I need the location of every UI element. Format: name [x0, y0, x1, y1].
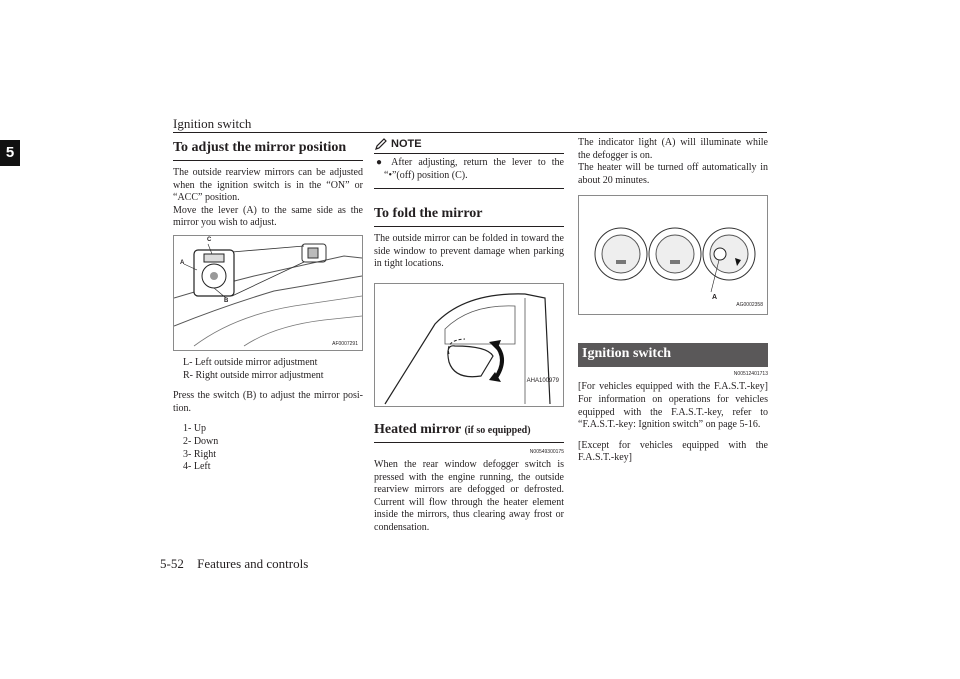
bullet-icon: ●: [376, 157, 392, 168]
list-item: 4- Left: [183, 461, 211, 473]
section-heading-ignition-switch: Ignition switch: [578, 343, 768, 367]
pencil-icon: [374, 137, 388, 151]
section-heading-heated-mirror: Heated mirror (if so equipped): [374, 419, 564, 443]
mirror-switch-illustration: [174, 236, 362, 350]
section-heading-adjust-mirror: To adjust the mirror position: [173, 137, 363, 161]
paragraph: Move the lever (A) to the same side as the mirror you wish to adjust.: [173, 204, 363, 229]
fold-mirror-figure: [374, 283, 564, 407]
figure-code: AF0007291: [332, 340, 358, 347]
header-rule: [173, 132, 767, 133]
list-item: 2- Down: [183, 435, 219, 447]
page-number: 5-52: [160, 556, 184, 571]
column-2: [374, 137, 564, 535]
climate-dials-illustration: [579, 196, 767, 314]
list-item: R- Right outside mirror adjustment: [183, 369, 324, 381]
paragraph: Press the switch (B) to adjust the mirror posi-tion.: [173, 390, 363, 414]
paragraph: [For vehicles equipped with the F.A.S.T.-key] For information on operations for vehicles equipped with the F.A.S.T.-key, refer to “F.A.S.T.-key: Ignition switch” on page 5-16.: [578, 381, 768, 431]
callout-a: A: [180, 259, 185, 266]
chapter-tab: 5: [0, 140, 20, 166]
list-item: 3- Right: [183, 448, 217, 460]
paragraph: [Except for vehicles equipped with the F.A.S.T.-key]: [578, 439, 768, 464]
callout-c: C: [207, 236, 212, 243]
lever-position-list: [173, 357, 363, 382]
paragraph: The outside mirror can be folded in toward the side window to prevent damage when parking in tight locations.: [374, 233, 564, 270]
column-3: [578, 137, 768, 465]
switch-direction-list: [173, 423, 363, 473]
paragraph: The heater will be turned off automatically in about 20 minutes.: [578, 162, 768, 186]
defogger-switch-figure: [578, 195, 768, 315]
list-item: L- Left outside mirror adjustment: [183, 356, 318, 368]
callout-a: A: [712, 294, 718, 302]
figure-code: AHA100979: [526, 377, 559, 384]
column-1: [173, 137, 363, 474]
note-header: [374, 137, 564, 151]
note-text: ● After adjusting, return the lever to the “•”(off) position (C).: [376, 157, 564, 181]
footer-section: Features and controls: [197, 556, 309, 571]
document-code: N00512401713: [733, 371, 768, 378]
page-footer: [160, 556, 308, 572]
paragraph: The outside rearview mirrors can be adjusted when the ignition switch is in the “ON” or “ACC” position.: [173, 167, 363, 204]
figure-code: AG0002358: [736, 302, 763, 309]
fold-mirror-illustration: [375, 284, 563, 406]
paragraph: When the rear window defogger switch is pressed with the engine running, the outside rearview mirrors are defogged or defrosted. Current will flow through the heater element inside the mirrors, thus clearing away frost or condensation.: [374, 458, 564, 533]
paragraph: The indicator light (A) will illuminate while the defogger is on.: [578, 137, 768, 161]
page-header-title: Ignition switch: [173, 116, 252, 131]
note-label: NOTE: [391, 138, 422, 150]
list-item: 1- Up: [183, 423, 207, 435]
document-code: N00549300175: [529, 448, 564, 455]
note-box: [374, 153, 564, 189]
mirror-switch-figure: [173, 235, 363, 351]
section-heading-fold-mirror: To fold the mirror: [374, 203, 564, 227]
callout-b: B: [224, 297, 229, 304]
